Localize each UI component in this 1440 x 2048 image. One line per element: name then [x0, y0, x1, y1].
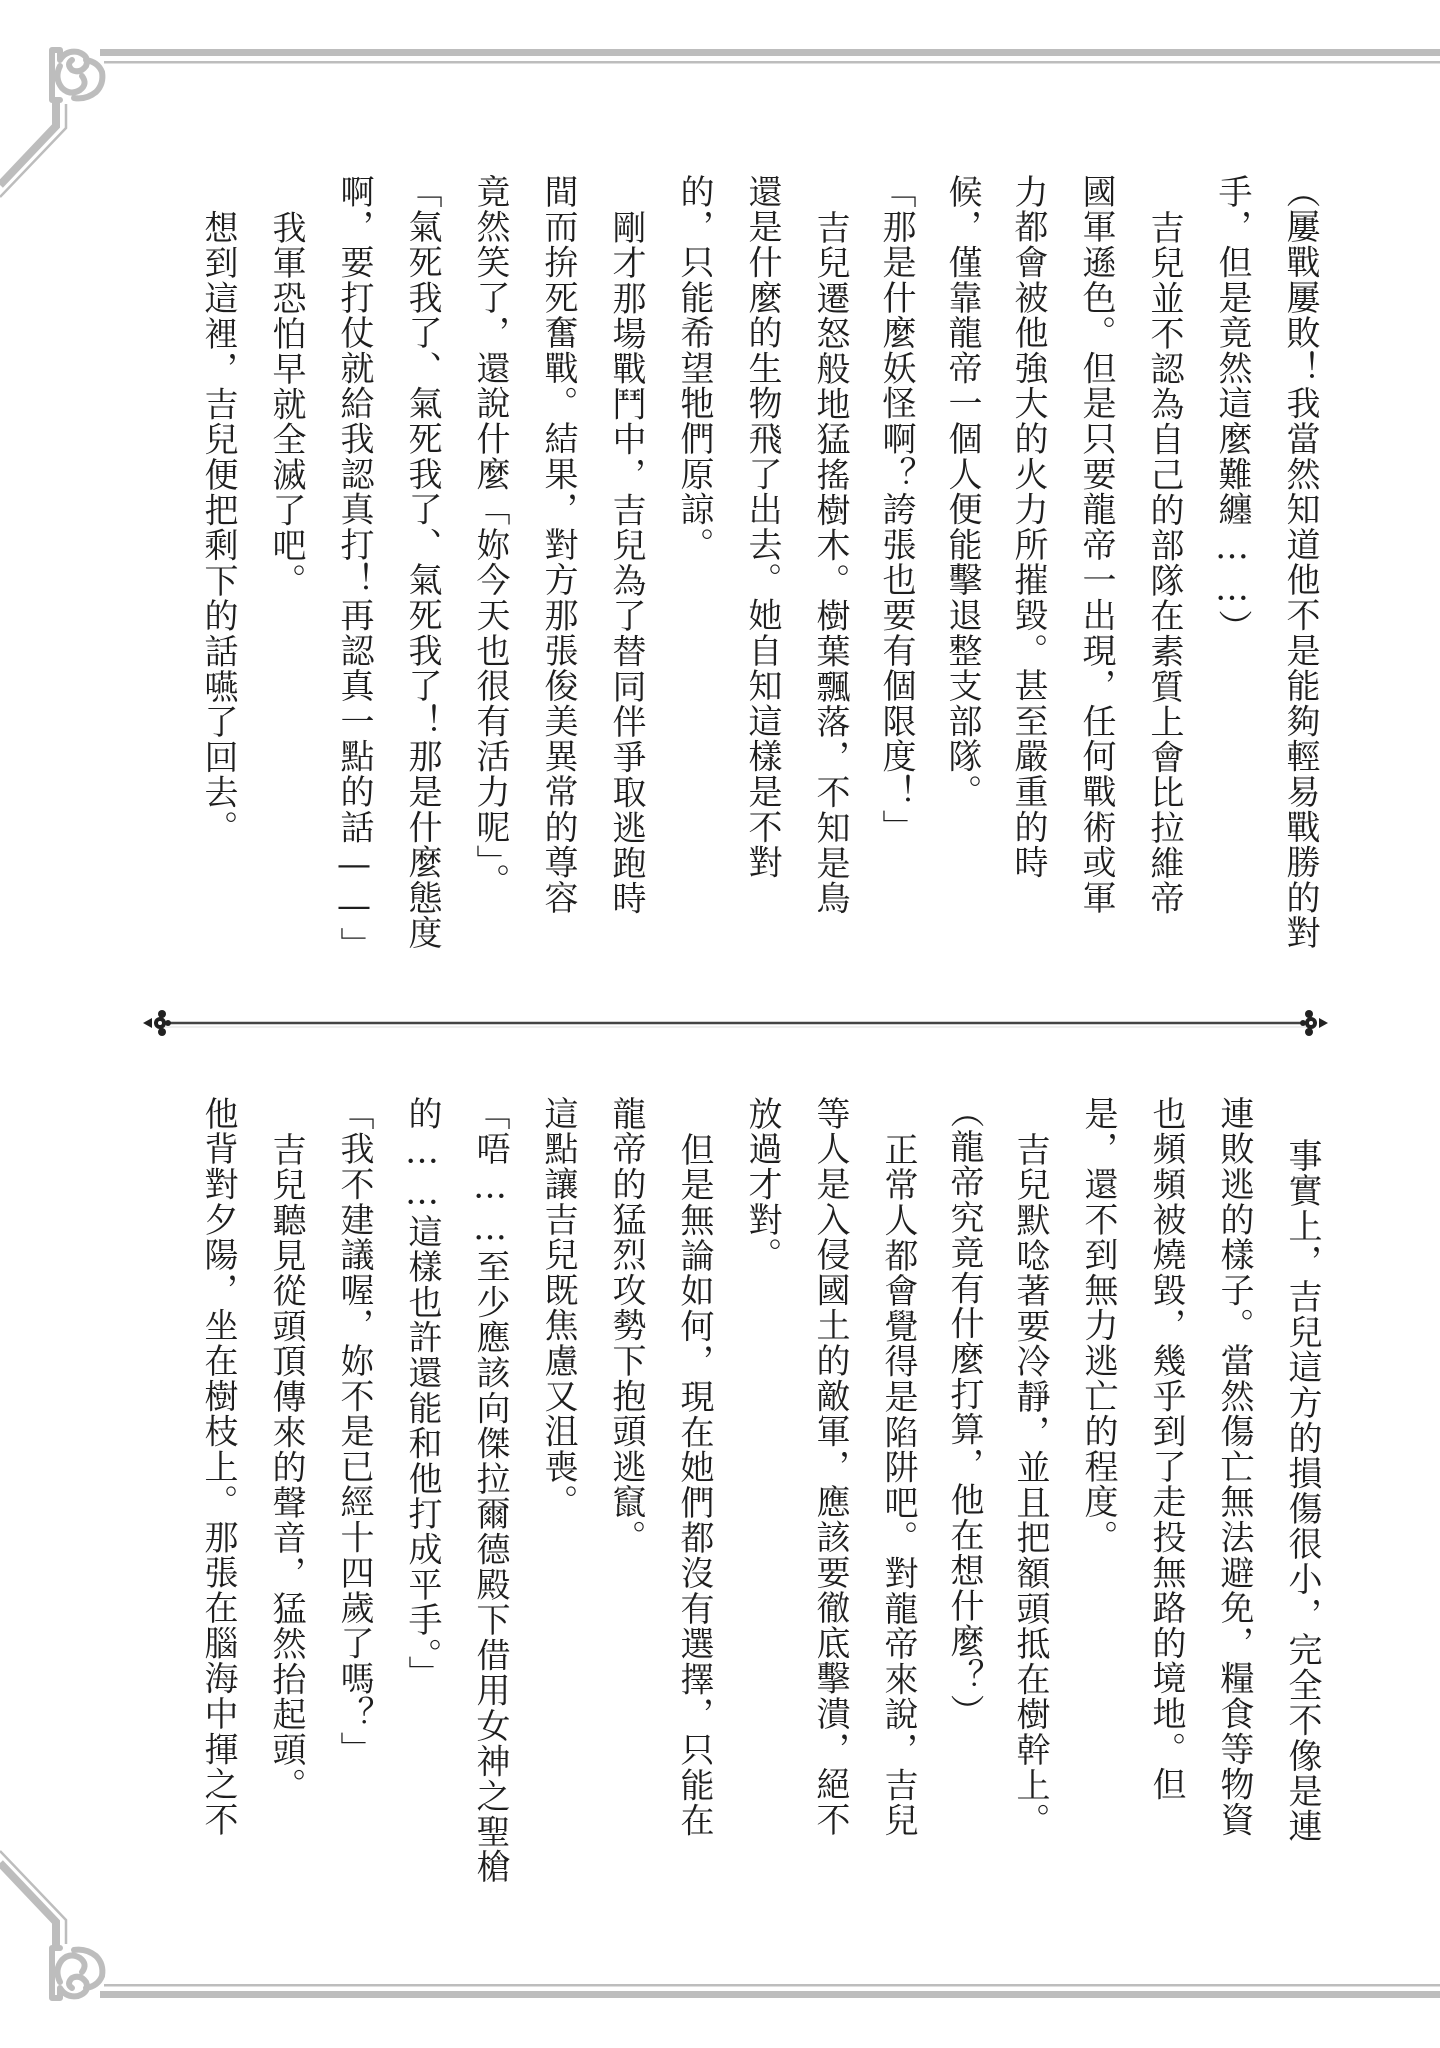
- text-column: 「氣死我了、氣死我了、氣死我了！那是什麼態度: [402, 174, 442, 951]
- text-column: 的，只能希望牠們原諒。: [674, 174, 714, 563]
- text-column: 吉兒並不認為自己的部隊在素質上會比拉維帝: [1144, 210, 1184, 916]
- text-column: 「那是什麼妖怪啊？誇張也要有個限度！」: [876, 174, 916, 845]
- text-column: 「唔……至少應該向傑拉爾德殿下借用女神之聖槍: [470, 1096, 510, 1885]
- text-column: （屢戰屢敗！我當然知道他不是能夠輕易戰勝的對: [1280, 174, 1320, 951]
- text-column: 想到這裡，吉兒便把剩下的話嚥了回去。: [198, 210, 238, 846]
- text-column: 吉兒默唸著要冷靜，並且把額頭抵在樹幹上。: [1010, 1132, 1050, 1838]
- text-column: 「我不建議喔，妳不是已經十四歲了嗎？」: [334, 1096, 374, 1767]
- text-column: 龍帝的猛烈攻勢下抱頭逃竄。: [606, 1096, 646, 1555]
- text-column: 吉兒聽見從頭頂傳來的聲音，猛然抬起頭。: [266, 1132, 306, 1803]
- text-column: 也頻頻被燒毀，幾乎到了走投無路的境地。但: [1146, 1096, 1186, 1802]
- text-column: （龍帝究竟有什麼打算，他在想什麼？）: [944, 1094, 984, 1730]
- text-column: 放過才對。: [742, 1096, 782, 1273]
- text-column: 他背對夕陽，坐在樹枝上。那張在腦海中揮之不: [198, 1096, 238, 1838]
- text-column: 連敗逃的樣子。當然傷亡無法避免，糧食等物資: [1214, 1096, 1254, 1838]
- text-column: 國軍遜色。但是只要龍帝一出現，任何戰術或軍: [1076, 174, 1116, 916]
- text-column: 等人是入侵國土的敵軍，應該要徹底擊潰，絕不: [810, 1096, 850, 1838]
- text-column: 的……這樣也許還能和他打成平手。」: [402, 1096, 442, 1692]
- text-column: 竟然笑了，還說什麼「妳今天也很有活力呢」。: [470, 174, 510, 899]
- text-column: 候，僅靠龍帝一個人便能擊退整支部隊。: [942, 174, 982, 810]
- text-column: 正常人都會覺得是陷阱吧。對龍帝來說，吉兒: [878, 1132, 918, 1838]
- text-column: 力都會被他強大的火力所摧毀。甚至嚴重的時: [1008, 174, 1048, 880]
- section-divider: [0, 1003, 1440, 1043]
- text-column: 我軍恐怕早就全滅了吧。: [266, 210, 306, 599]
- text-column: 吉兒遷怒般地猛搖樹木。樹葉飄落，不知是鳥: [810, 210, 850, 916]
- text-column: 事實上，吉兒這方的損傷很小，完全不像是連: [1282, 1138, 1322, 1844]
- text-column: 啊，要打仗就給我認真打！再認真一點的話——」: [334, 174, 374, 963]
- text-column: 是，還不到無力逃亡的程度。: [1078, 1096, 1118, 1555]
- text-column: 間而拚死奮戰。結果，對方那張俊美異常的尊容: [538, 174, 578, 916]
- text-column: 這點讓吉兒既焦慮又沮喪。: [538, 1096, 578, 1520]
- text-column: 手，但是竟然這麼難纏……）: [1212, 174, 1252, 645]
- text-column: 還是什麼的生物飛了出去。她自知這樣是不對: [742, 174, 782, 880]
- text-column: 但是無論如何，現在她們都沒有選擇，只能在: [674, 1132, 714, 1838]
- text-column: 剛才那場戰鬥中，吉兒為了替同伴爭取逃跑時: [606, 210, 646, 916]
